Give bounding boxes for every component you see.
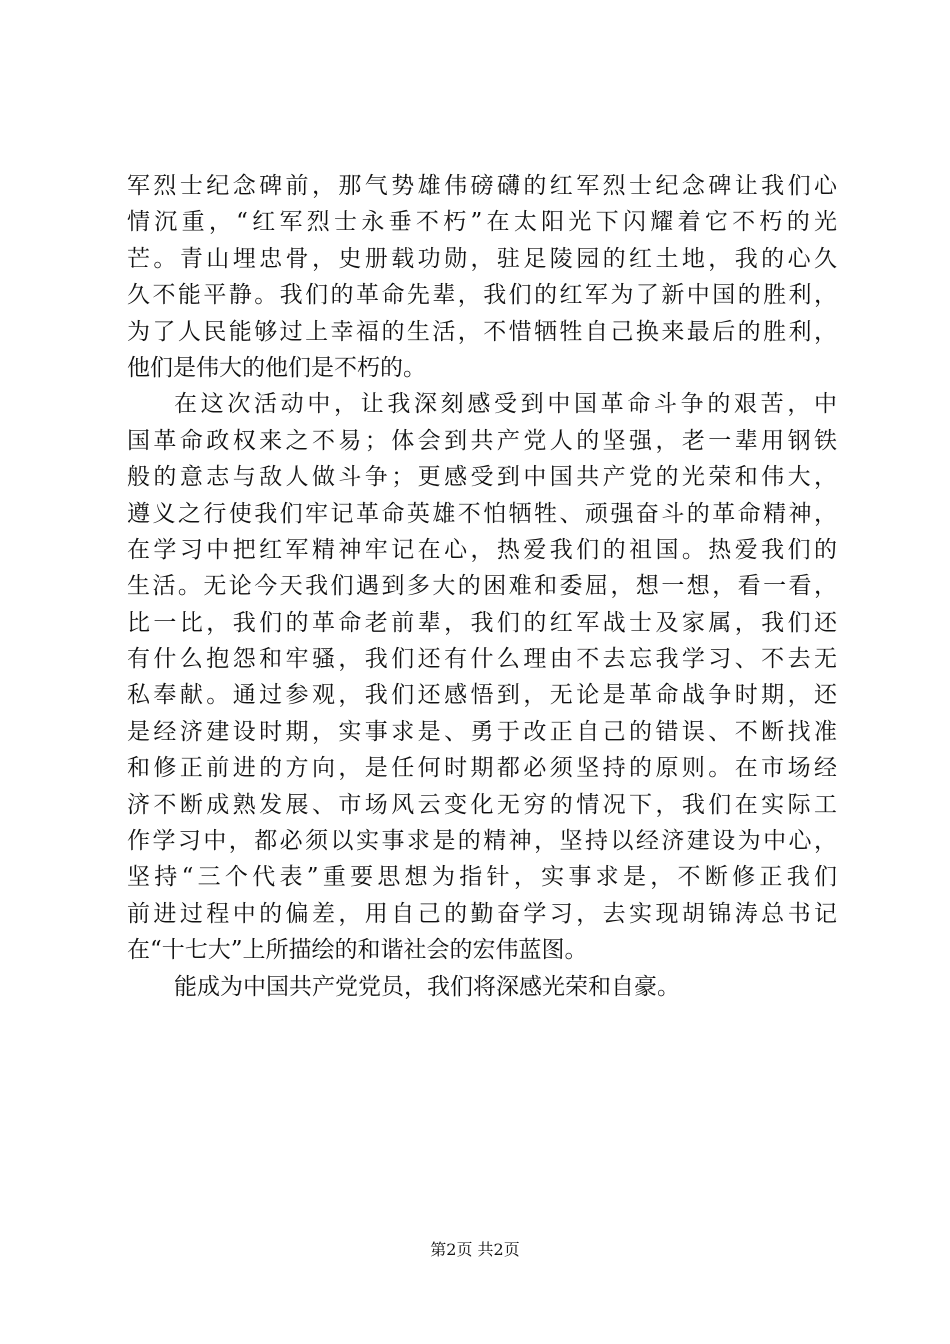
text-line: 作学习中，都必须以实事求是的精神，坚持以经济建设为中心， (127, 828, 837, 855)
text-line: 和修正前进的方向，是任何时期都必须坚持的原则。在市场经 (127, 755, 837, 782)
text-line: 在“十七大”上所描绘的和谐社会的宏伟蓝图。 (127, 937, 588, 964)
text-line: 久不能平静。我们的革命先辈，我们的红军为了新中国的胜利， (127, 282, 837, 309)
text-line: 军烈士纪念碑前，那气势雄伟磅礴的红军烈士纪念碑让我们心 (127, 173, 837, 199)
text-line: 前进过程中的偏差，用自己的勤奋学习，去实现胡锦涛总书记 (127, 900, 837, 927)
text-line: 般的意志与敌人做斗争；更感受到中国共产党的光荣和伟大， (127, 464, 837, 491)
text-line: 坚持“三个代表”重要思想为指针，实事求是，不断修正我们 (127, 864, 837, 891)
text-line: 是经济建设时期，实事求是、勇于改正自己的错误、不断找准 (127, 718, 837, 745)
text-line: 能成为中国共产党党员，我们将深感光荣和自豪。 (174, 973, 680, 1000)
text-line: 在学习中把红军精神牢记在心，热爱我们的祖国。热爱我们的 (127, 536, 837, 563)
text-line: 生活。无论今天我们遇到多大的困难和委屈，想一想，看一看， (127, 573, 837, 600)
text-line: 国革命政权来之不易；体会到共产党人的坚强，老一辈用钢铁 (127, 427, 837, 454)
text-line: 芒。青山埋忠骨，史册载功勋，驻足陵园的红土地，我的心久 (127, 245, 837, 272)
text-line: 遵义之行使我们牢记革命英雄不怕牺牲、顽强奋斗的革命精神， (127, 500, 837, 527)
body-text (127, 168, 837, 1005)
text-line: 济不断成熟发展、市场风云变化无穷的情况下，我们在实际工 (127, 791, 837, 818)
text-line: 在这次活动中，让我深刻感受到中国革命斗争的艰苦，中 (174, 391, 837, 418)
text-line: 有什么抱怨和牢骚，我们还有什么理由不去忘我学习、不去无 (127, 646, 837, 673)
text-line: 比一比，我们的革命老前辈，我们的红军战士及家属，我们还 (127, 609, 837, 636)
text-line: 为了人民能够过上幸福的生活，不惜牺牲自己换来最后的胜利， (127, 318, 837, 345)
text-line: 他们是伟大的他们是不朽的。 (127, 354, 426, 381)
text-line: 私奉献。通过参观，我们还感悟到，无论是革命战争时期，还 (127, 682, 837, 709)
page-footer: 第2页 共2页 (430, 1240, 520, 1259)
text-line: 情沉重，“红军烈士永垂不朽”在太阳光下闪耀着它不朽的光 (127, 209, 837, 236)
